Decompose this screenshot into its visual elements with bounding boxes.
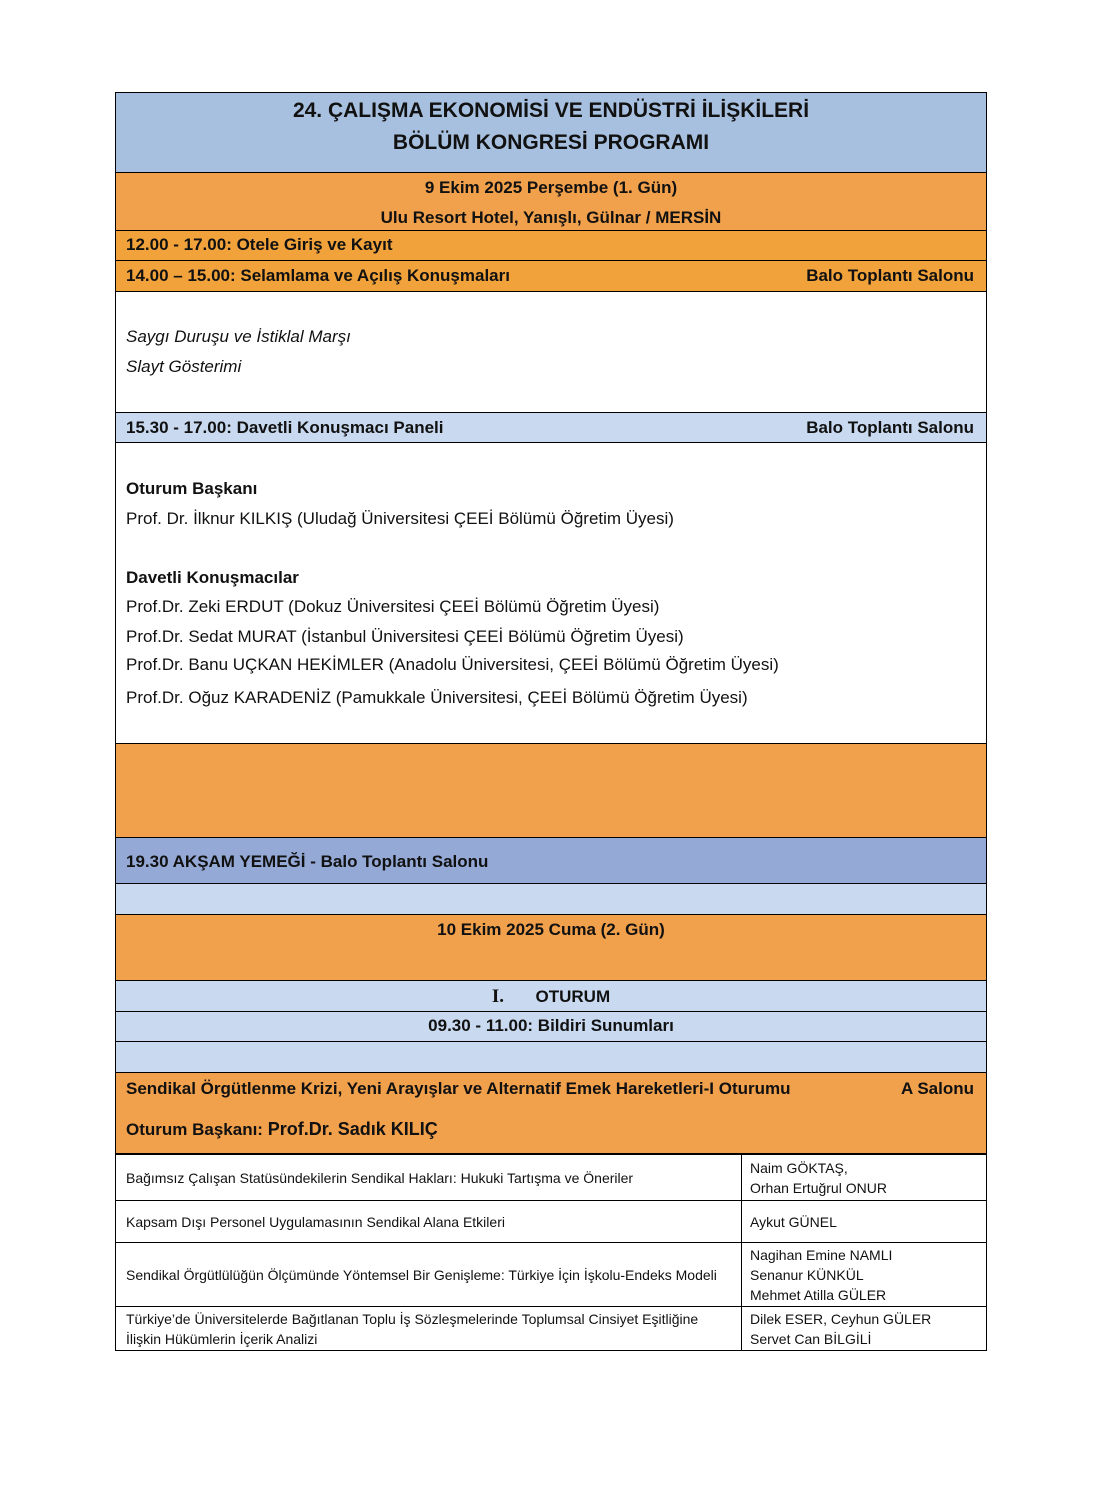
panel-hall: Balo Toplantı Salonu (806, 418, 974, 437)
author-name: Orhan Ertuğrul ONUR (750, 1179, 887, 1196)
table-row (116, 1307, 987, 1351)
program-document (115, 92, 987, 1351)
program-title-line1: 24. ÇALIŞMA EKONOMİSİ VE ENDÜSTRİ İLİŞKİLERİ (292, 99, 810, 122)
day2-header (115, 915, 987, 981)
panel-title: 15.30 - 17.00: Davetli Konuşmacı Paneli (126, 418, 444, 437)
dinner-text: 19.30 AKŞAM YEMEĞİ - Balo Toplantı Salonu (126, 852, 489, 871)
paper-title: Bağımsız Çalışan Statüsündekilerin Sendikal Hakları: Hukuki Tartışma ve Öneriler (116, 1155, 742, 1201)
session-heading (116, 986, 986, 1008)
dinner-row (115, 838, 987, 884)
author-name: Naim GÖKTAŞ, (750, 1159, 848, 1176)
author-name: Mehmet Atilla GÜLER (750, 1286, 887, 1303)
paper-title: Sendikal Örgütlülüğün Ölçümünde Yöntemsel Bir Genişleme: Türkiye İçin İşkolu-Endeks Modeli (116, 1243, 742, 1307)
session-time: 09.30 - 11.00: Bildiri Sunumları (428, 1016, 674, 1035)
opening-item-anthem: Saygı Duruşu ve İstiklal Marşı (126, 327, 351, 346)
paper-title: Türkiye’de Üniversitelerde Bağıtlanan Toplu İş Sözleşmelerinde Toplumsal Cinsiyet Eşitliğine İlişkin Hükümlerin İçerik Analizi (116, 1307, 742, 1351)
session-time-row (115, 1012, 987, 1042)
day1-date: 9 Ekim 2025 Perşembe (1. Gün) (424, 178, 678, 197)
checkin-text: 12.00 - 17.00: Otele Giriş ve Kayıt (126, 235, 393, 254)
day2-date: 10 Ekim 2025 Cuma (2. Gün) (437, 920, 665, 939)
day1-header (115, 173, 987, 231)
speakers-heading: Davetli Konuşmacılar (126, 568, 299, 587)
session-heading-row (115, 981, 987, 1012)
author-name: Aykut GÜNEL (750, 1213, 837, 1230)
session-chair-label: Oturum Başkanı: (126, 1120, 263, 1139)
chair-name: Prof. Dr. İlknur KILKIŞ (Uludağ Üniversitesi ÇEEİ Bölümü Öğretim Üyesi) (126, 509, 674, 528)
paper-title: Kapsam Dışı Personel Uygulamasının Sendikal Alana Etkileri (116, 1201, 742, 1243)
table-row (116, 1201, 987, 1243)
orange-spacer (115, 744, 987, 838)
panel-details (115, 443, 987, 744)
session-title-block (115, 1073, 987, 1154)
opening-row (115, 261, 987, 292)
author-name: Nagihan Emine NAMLI (750, 1246, 893, 1263)
opening-hall: Balo Toplantı Salonu (806, 266, 974, 285)
paper-authors (742, 1201, 987, 1243)
blue-spacer (115, 1042, 987, 1073)
blue-spacer (115, 884, 987, 915)
speaker-item: Prof.Dr. Oğuz KARADENİZ (Pamukkale Üniversitesi, ÇEEİ Bölümü Öğretim Üyesi) (126, 688, 748, 707)
opening-title: 14.00 – 15.00: Selamlama ve Açılış Konuşmaları (126, 266, 510, 285)
day1-venue: Ulu Resort Hotel, Yanışlı, Gülnar / MERSİN (380, 208, 722, 227)
papers-table (115, 1154, 987, 1351)
program-title-line2: BÖLÜM KONGRESİ PROGRAMI (392, 131, 710, 154)
checkin-row (115, 231, 987, 261)
table-row (116, 1155, 987, 1201)
opening-item-slides: Slayt Gösterimi (126, 357, 242, 376)
table-row (116, 1243, 987, 1307)
panel-row (115, 413, 987, 443)
session-title: Sendikal Örgütlenme Krizi, Yeni Arayışlar ve Alternatif Emek Hareketleri-I Oturumu (126, 1079, 791, 1098)
paper-authors (742, 1307, 987, 1351)
chair-heading: Oturum Başkanı (126, 479, 258, 498)
program-title-block (115, 92, 987, 173)
paper-authors (742, 1243, 987, 1307)
author-name: Senanur KÜNKÜL (750, 1266, 864, 1283)
session-chair-name: Prof.Dr. Sadık KILIÇ (267, 1119, 438, 1139)
speaker-item: Prof.Dr. Banu UÇKAN HEKİMLER (Anadolu Üniversitesi, ÇEEİ Bölümü Öğretim Üyesi) (126, 655, 779, 674)
session-numeral: I. (491, 986, 505, 1007)
session-chair (126, 1119, 438, 1140)
speaker-item: Prof.Dr. Sedat MURAT (İstanbul Üniversitesi ÇEEİ Bölümü Öğretim Üyesi) (126, 627, 684, 646)
session-hall: A Salonu (900, 1079, 974, 1098)
opening-items (115, 292, 987, 413)
author-name: Servet Can BİLGİLİ (750, 1330, 872, 1347)
author-name: Dilek ESER, Ceyhun GÜLER (750, 1310, 932, 1327)
speaker-item: Prof.Dr. Zeki ERDUT (Dokuz Üniversitesi ÇEEİ Bölümü Öğretim Üyesi) (126, 597, 660, 616)
paper-authors (742, 1155, 987, 1201)
session-word: OTURUM (535, 987, 611, 1006)
